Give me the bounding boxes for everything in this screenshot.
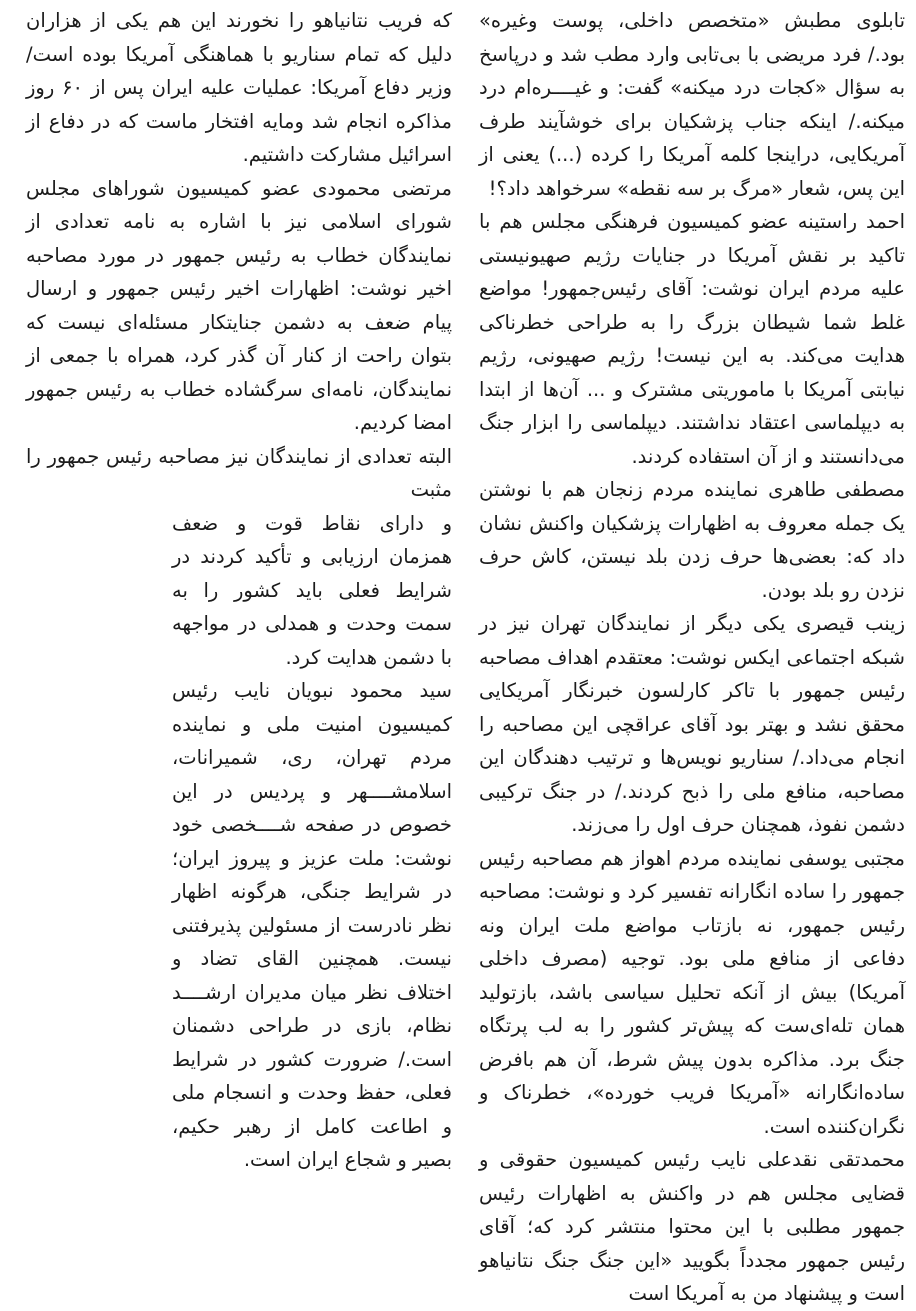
article-column-right (479, 4, 905, 1305)
article-paragraph: محمدتقی نقدعلی نایب رئیس کمیسیون حقوقی و قضایی مجلس هم در واکنش به اظهارات رئیس جمهور مطلبی با این محتوا منتشر کرد که؛ آقای رئیس جمهور مجدداً بگویید «این جنگ جنگ نتانیاهو است و پیشنهاد من به آمریکا است (479, 1148, 905, 1305)
article-paragraph: سید محمود نبویان نایب رئیس کمیسیون امنیت ملی و نماینده مردم تهران، ری، شمیرانات، اسلامشــــهر و پردیس در این خصوص در صفحه شــــخصی خود نوشت: ملت عزیز و پیروز ایران؛ در شرایط جنگی، هرگونه اظهار نظر نادرست از مسئولین پذیرفتنی نیست. همچنین القای تضاد و اختلاف نظر میان مدیران ارشــــد نظام، بازی در طراحی دشمنان است./ ضرورت کشور در شرایط فعلی، حفظ وحدت و انسجام ملی و اطاعت کامل از رهبر حکیم، بصیر و شجاع ایران است. (172, 679, 452, 1171)
article-paragraph: و دارای نقاط قوت و ضعف همزمان ارزیابی و تأکید کردند در شرایط فعلی باید کشور را به سمت وحدت و همدلی در مواجهه با دشمن هدایت کرد. (172, 511, 452, 669)
article-paragraph: زینب قیصری یکی دیگر از نمایندگان تهران نیز در شبکه اجتماعی ایکس نوشت: معتقدم اهداف مصاحبه رئیس جمهور با تاکر کارلسون خبرنگار آمریکایی محقق نشد و بهتر بود آقای عراقچی این مصاحبه را انجام می‌داد./ سناریو نویس‌ها و ترتیب دهندگان این مصاحبه، منافع ملی را ذبح کردند./ در جنگ ترکیبی دشمن نفوذ، همچنان حرف اول را می‌زند. (479, 612, 905, 836)
article-paragraph-intro-line: البته تعدادی از نمایندگان نیز مصاحبه رئیس جمهور را مثبت (26, 444, 452, 501)
article-paragraph: مجتبی یوسفی نماینده مردم اهواز هم مصاحبه رئیس جمهور را ساده انگارانه تفسیر کرد و نوشت: مصاحبه رئیس جمهور، نه بازتاب مواضع ملت ایران ونه دفاعی از منافع ملی بود. توجیه (مصرف داخلی آمریکا) بیش از آنکه تحلیل سیاسی باشد، بازتولید همان تله‌ای‌ست که پیش‌تر کشور را به لب پرتگاه جنگ برد. مذاکره بدون پیش شرط، آن هم بافرض ساده‌انگارانه «آمریکا فریب خورده»، خطرناک و نگران‌کننده است. (479, 846, 905, 1138)
article-paragraph: مصطفی طاهری نماینده مردم زنجان هم با نوشتن یک جمله معروف به اظهارات پزشکیان واکنش نشان داد که: بعضی‌ها حرف زدن بلد نیستن، کاش حرف نزدن رو بلد بودن. (479, 478, 905, 602)
article-narrow-text-block (172, 507, 452, 1177)
article-paragraph: تابلوی مطبش «متخصص داخلی، پوست وغیره» بود./ فرد مریضی با بی‌تابی وارد مطب شد و درپاسخ به سؤال «کجات درد میکنه» گفت: و غیــــره‌ام درد میکنه./ اینکه جناب پزشکیان برای خوشآیند طرف آمریکایی، دراینجا کلمه آمریکا را کرده (...) یعنی از این پس، شعار «مرگ بر سه نقطه» سرخواهد داد؟! (479, 9, 905, 200)
article-paragraph: مرتضی محمودی عضو کمیسیون شوراهای مجلس شورای اسلامی نیز با اشاره به نامه تعدادی از نمایندگان خطاب به رئیس جمهور در مورد مصاحبه اخیر نوشت: اظهارات اخیر رئیس جمهور و ارسال پیام ضعف به دشمن جنایتکار مسئله‌ای نیست که بتوان راحت از کنار آن گذر کرد، همراه با جمعی از نمایندگان، نامه‌ای سرگشاده خطاب به رئیس جمهور امضا کردیم. (26, 176, 452, 434)
article-column-left (26, 4, 452, 1200)
article-paragraph: که فریب نتانیاهو را نخورند این هم یکی از هزاران دلیل که تمام سناریو با هماهنگی آمریکا بوده است/ وزیر دفاع آمریکا: عملیات علیه ایران پس از ۶۰ روز مذاکره انجام شد ومایه افتخار ماست که در دفاع از اسرائیل مشارکت داشتیم. (26, 9, 452, 166)
article-paragraph: احمد راستینه عضو کمیسیون فرهنگی مجلس هم با تاکید بر نقش آمریکا در جنایات رژیم صهیونیستی علیه مردم ایران نوشت: آقای رئیس‌جمهور! مواضع غلط شما شیطان بزرگ را به طراحی خطرناکی هدایت می‌کند. به این نیست! رژیم صهیونی، رژیم نیابتی آمریکا با ماموریتی مشترک و ... آن‌ها از ابتدا به دیپلماسی اعتقاد نداشتند. دیپلماسی را ابزار جنگ می‌دانستند و از آن استفاده کردند. (479, 210, 905, 468)
